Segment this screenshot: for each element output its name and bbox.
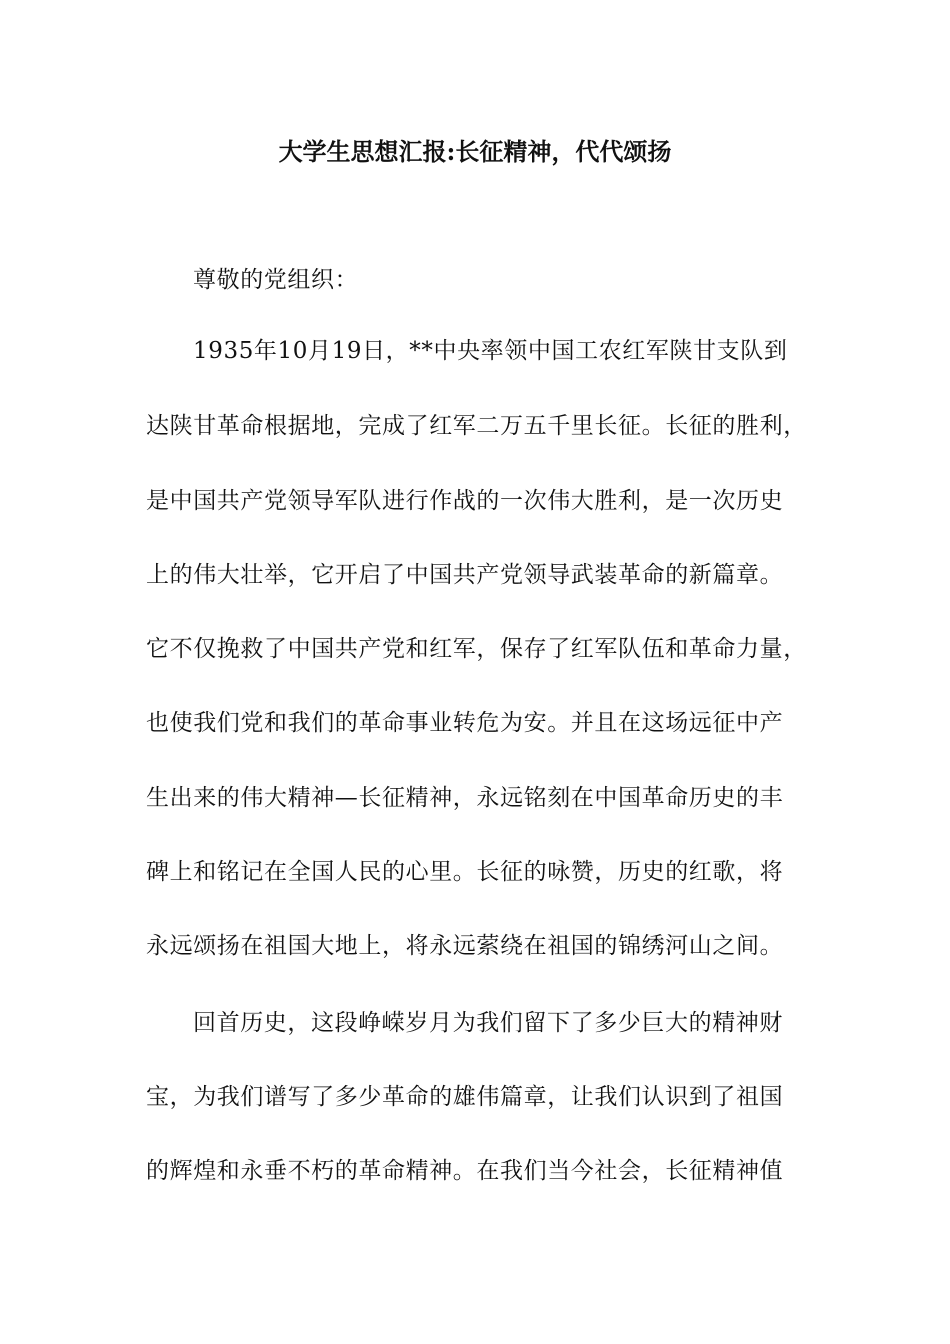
paragraph-line: 回首历史，这段峥嵘岁月为我们留下了多少巨大的精神财 <box>193 1010 783 1036</box>
paragraph-line: 宝，为我们谱写了多少革命的雄伟篇章，让我们认识到了祖国 <box>146 1084 784 1110</box>
salutation: 尊敬的党组织： <box>193 267 359 293</box>
paragraph-line: 达陕甘革命根据地，完成了红军二万五千里长征。长征的胜利， <box>146 413 807 439</box>
paragraph-line: 它不仅挽救了中国共产党和红军，保存了红军队伍和革命力量， <box>146 636 807 662</box>
paragraph-line: 也使我们党和我们的革命事业转危为安。并且在这场远征中产 <box>146 710 784 736</box>
paragraph-line: 1935年10月19日，**中央率领中国工农红军陕甘支队到 <box>193 338 788 364</box>
paragraph-line: 生出来的伟大精神—长征精神，永远铭刻在中国革命历史的丰 <box>146 785 784 811</box>
document-title: 大学生思想汇报:长征精神，代代颂扬 <box>278 137 672 166</box>
paragraph-line: 碑上和铭记在全国人民的心里。长征的咏赞，历史的红歌，将 <box>146 859 784 885</box>
paragraph-line: 永远颂扬在祖国大地上，将永远萦绕在祖国的锦绣河山之间。 <box>146 933 784 959</box>
paragraph-line: 上的伟大壮举，它开启了中国共产党领导武装革命的新篇章。 <box>146 562 784 588</box>
paragraph-line: 是中国共产党领导军队进行作战的一次伟大胜利，是一次历史 <box>146 488 784 514</box>
paragraph-line: 的辉煌和永垂不朽的革命精神。在我们当今社会，长征精神值 <box>146 1158 784 1184</box>
